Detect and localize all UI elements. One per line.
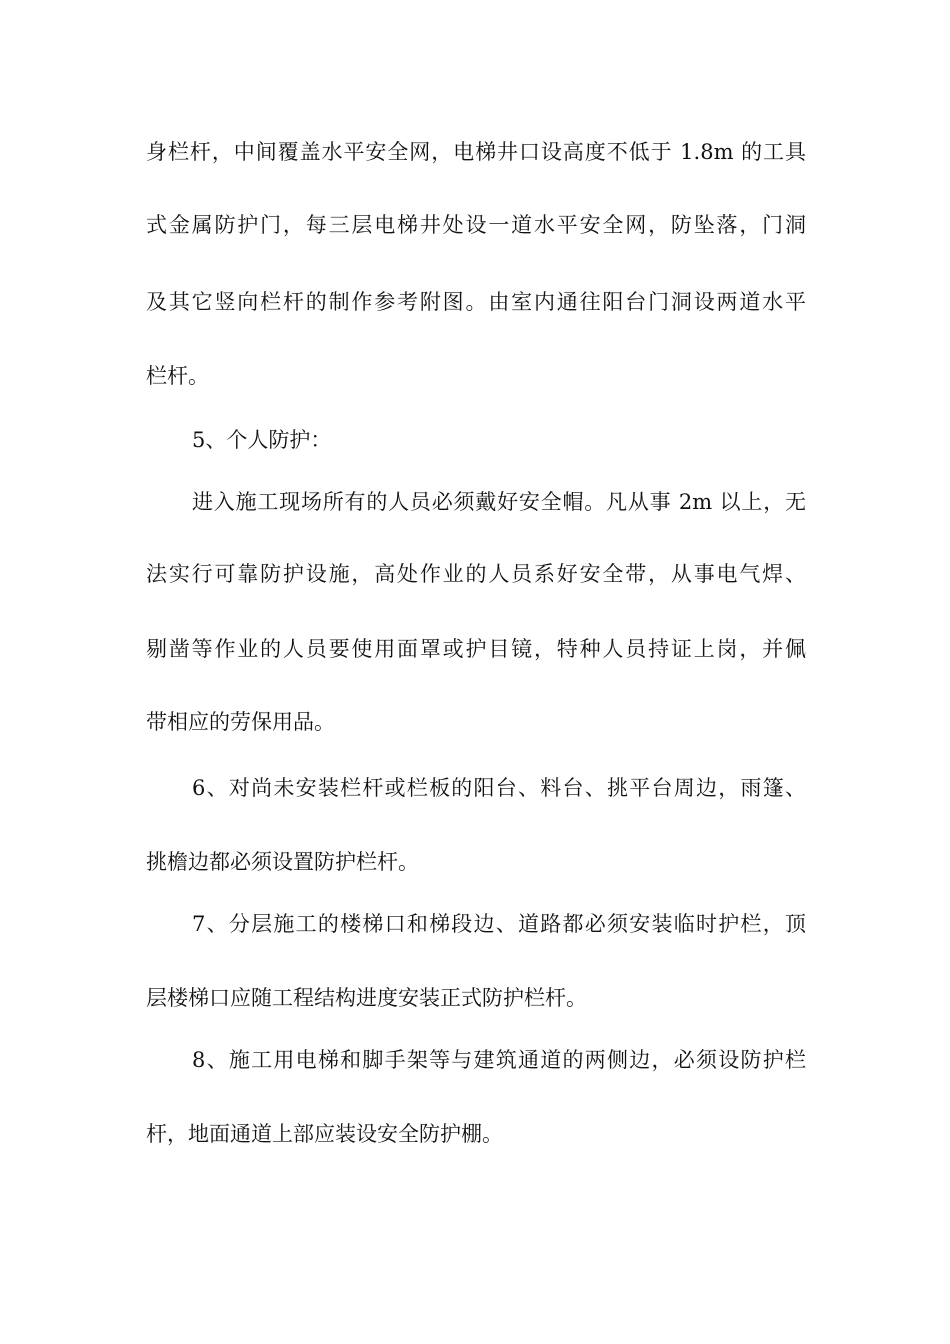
paragraph-line: 层楼梯口应随工程结构进度安装正式防护栏杆。 — [146, 986, 587, 1010]
paragraph-line: 挑檐边都必须设置防护栏杆。 — [146, 850, 419, 874]
paragraph-line: 剔凿等作业的人员要使用面罩或护目镜，特种人员持证上岗，并佩 — [146, 637, 806, 661]
paragraph-line: 式金属防护门，每三层电梯井处设一道水平安全网，防坠落，门洞 — [146, 213, 806, 237]
paragraph-line: 8、施工用电梯和脚手架等与建筑通道的两侧边，必须设防护栏 — [192, 1048, 806, 1072]
section-heading: 5、个人防护： — [192, 428, 332, 452]
paragraph-line: 杆，地面通道上部应装设安全防护棚。 — [146, 1122, 503, 1146]
paragraph-line: 进入施工现场所有的人员必须戴好安全帽。凡从事 2m 以上，无 — [192, 490, 806, 514]
paragraph-line: 6、对尚未安装栏杆或栏板的阳台、料台、挑平台周边，雨篷、 — [192, 776, 806, 800]
paragraph-line: 带相应的劳保用品。 — [146, 710, 335, 734]
paragraph-line: 身栏杆，中间覆盖水平安全网，电梯井口设高度不低于 1.8m 的工具 — [146, 140, 806, 164]
paragraph-line: 及其它竖向栏杆的制作参考附图。由室内通往阳台门洞设两道水平 — [146, 290, 806, 314]
paragraph-line: 栏杆。 — [146, 364, 209, 388]
paragraph-line: 法实行可靠防护设施，高处作业的人员系好安全带，从事电气焊、 — [146, 562, 806, 586]
paragraph-line: 7、分层施工的楼梯口和梯段边、道路都必须安装临时护栏，顶 — [192, 912, 806, 936]
